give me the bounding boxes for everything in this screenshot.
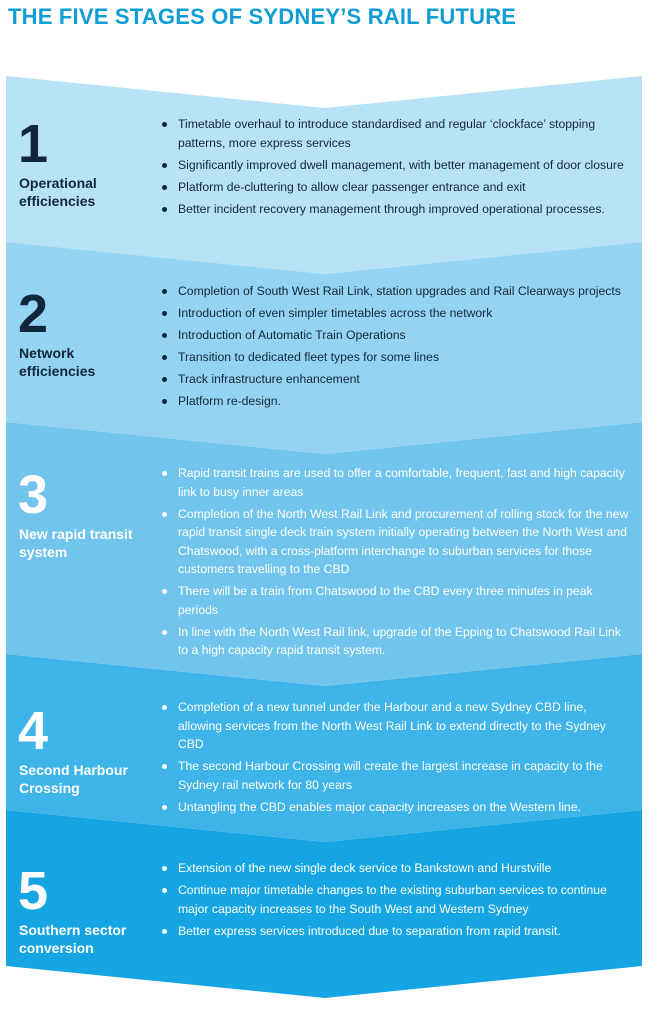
stage-number: 2 [18, 284, 49, 344]
bullet-item: Continue major timetable changes to the existing suburban services to continue major capacity increases to the South West and Western Sydney [162, 881, 632, 918]
bullet-item: In line with the North West Rail link, upgrade of the Epping to Chatswood Rail Link to a high capacity rapid transit system. [162, 623, 632, 660]
stage-bullet-list [162, 115, 632, 222]
stage-bullet-list [162, 464, 632, 663]
bullet-item: The second Harbour Crossing will create the largest increase in capacity to the Sydney rail network for 80 years [162, 757, 632, 794]
bullet-item: Completion of a new tunnel under the Harbour and a new Sydney CBD line, allowing services from the North West Rail Link to extend directly to the Sydney CBD [162, 698, 632, 754]
bullet-item: Significantly improved dwell management, with better management of door closure [162, 156, 632, 175]
bullet-item: Introduction of Automatic Train Operations [162, 326, 632, 345]
bullet-item: Better express services introduced due to separation from rapid transit. [162, 922, 632, 941]
stage-number: 1 [18, 114, 49, 174]
stage-bullet-list [162, 859, 632, 944]
stage-number: 5 [18, 861, 49, 921]
stage-number: 4 [18, 701, 49, 761]
stage-name: Network efficiencies [19, 345, 96, 379]
bullet-item: Introduction of even simpler timetables across the network [162, 304, 632, 323]
stage-name: Operational efficiencies [19, 175, 97, 209]
page-title: THE FIVE STAGES OF SYDNEY’S RAIL FUTURE [8, 4, 517, 29]
bullet-item: Rapid transit trains are used to offer a comfortable, frequent, fast and high capacity link to busy inner areas [162, 464, 632, 501]
stage-name: New rapid transit system [19, 526, 133, 560]
bullet-item: Completion of South West Rail Link, station upgrades and Rail Clearways projects [162, 282, 632, 301]
bullet-item: Platform re-design. [162, 392, 632, 411]
stage-bullet-list [162, 698, 632, 820]
bullet-item: Transition to dedicated fleet types for some lines [162, 348, 632, 367]
bullet-item: Better incident recovery management through improved operational processes. [162, 200, 632, 219]
stage-bullet-list [162, 282, 632, 414]
bullet-item: Untangling the CBD enables major capacity increases on the Western line. [162, 798, 632, 817]
stage-name: Second Harbour Crossing [19, 762, 128, 796]
bullet-item: There will be a train from Chatswood to the CBD every three minutes in peak periods [162, 582, 632, 619]
bullet-item: Platform de-cluttering to allow clear passenger entrance and exit [162, 178, 632, 197]
bullet-item: Timetable overhaul to introduce standardised and regular ‘clockface’ stopping patterns, more express services [162, 115, 632, 152]
bullet-item: Completion of the North West Rail Link and procurement of rolling stock for the new rapid transit single deck train system initially operating between the North West and Chatswood, with a cross-platform interchange to suburban services for those customers travelling to the CBD [162, 505, 632, 579]
stage-name: Southern sector conversion [19, 922, 127, 956]
bullet-item: Extension of the new single deck service to Bankstown and Hurstville [162, 859, 632, 878]
stage-number: 3 [18, 465, 49, 525]
bullet-item: Track infrastructure enhancement [162, 370, 632, 389]
